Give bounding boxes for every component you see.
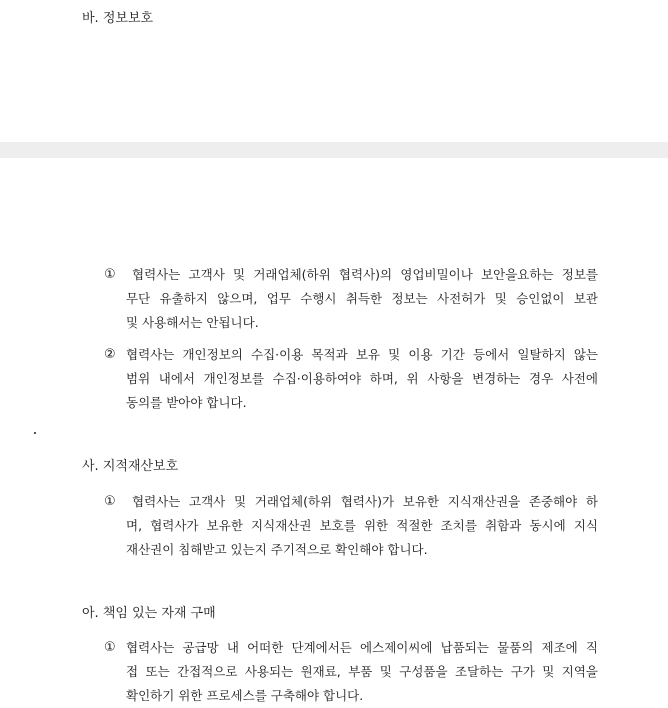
stray-dot bbox=[34, 432, 36, 434]
paragraph-line: 협력사는 공급망 내 어떠한 단계에서든 에스제이씨에 납품되는 물품의 제조에 직 bbox=[126, 640, 598, 655]
paragraph-line: 재산권이 침해받고 있는지 주기적으로 확인해야 합니다. bbox=[126, 542, 428, 557]
paragraph-line: 확인하기 위한 프로세스를 구축해야 합니다. bbox=[126, 688, 364, 703]
paragraph-line: 협력사는 고객사 및 거래업체(하위 협력사)의 영업비밀이나 보안을요하는 정보를 bbox=[132, 267, 598, 282]
paragraph-line: 동의를 받아야 합니다. bbox=[126, 395, 247, 410]
section-heading-sa: 사. 지적재산보호 bbox=[82, 459, 179, 474]
paragraph-line: 접 또는 간접적으로 사용되는 원재료, 부품 및 구성품을 조달하는 구가 및 지역을 bbox=[126, 664, 598, 679]
item-marker: ① bbox=[104, 640, 116, 655]
item-marker: ① bbox=[104, 494, 116, 509]
section-heading-ba: 바. 정보보호 bbox=[82, 11, 154, 26]
paragraph-line: 협력사는 고객사 및 거래업체(하위 협력사)가 보유한 지식재산권을 존중해야 하 bbox=[132, 494, 598, 509]
page-break bbox=[0, 142, 668, 158]
paragraph-line: 며, 협력사가 보유한 지식재산권 보호를 위한 적절한 조치를 취함과 동시에 지식 bbox=[126, 518, 598, 533]
section-heading-a: 아. 책임 있는 자재 구매 bbox=[82, 606, 216, 621]
paragraph-line: 협력사는 개인정보의 수집·이용 목적과 보유 및 이용 기간 등에서 일탈하지 않는 bbox=[126, 347, 598, 362]
item-marker: ① bbox=[104, 267, 116, 282]
item-marker: ② bbox=[104, 347, 116, 362]
paragraph-line: 무단 유출하지 않으며, 업무 수행시 취득한 정보는 사전허가 및 승인없이 보관 bbox=[126, 291, 598, 306]
paragraph-line: 및 사용해서는 안됩니다. bbox=[126, 315, 259, 330]
paragraph-line: 범위 내에서 개인정보를 수집·이용하여야 하며, 위 사항을 변경하는 경우 사전에 bbox=[126, 371, 598, 386]
